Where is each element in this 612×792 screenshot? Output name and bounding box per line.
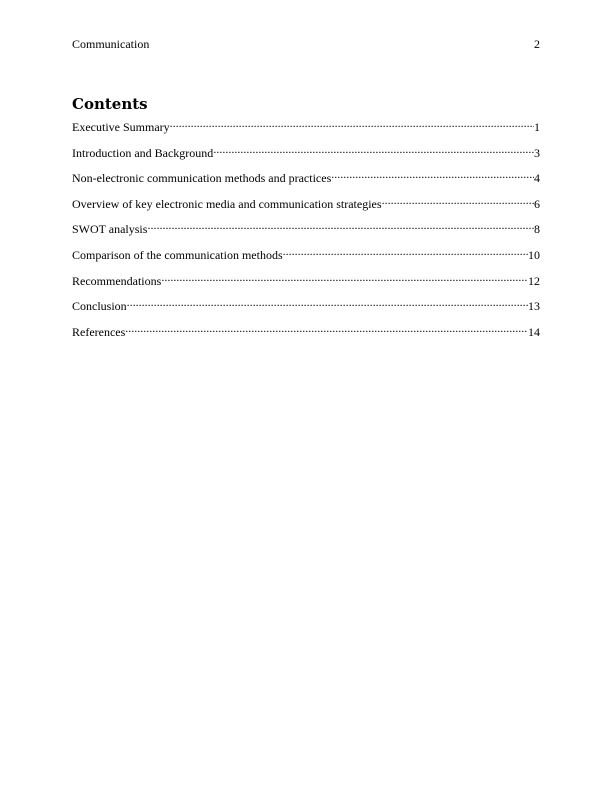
page-number: 2 — [534, 37, 540, 51]
dot-leader — [283, 243, 528, 259]
toc-entry-page: 8 — [534, 222, 540, 237]
toc-entry-page: 6 — [534, 196, 540, 211]
toc-entry-page: 12 — [528, 273, 540, 288]
toc-entry-title: Overview of key electronic media and communication strategies — [72, 196, 382, 211]
toc-entry-title: Executive Summary — [72, 120, 170, 134]
toc-entry-page: 1 — [534, 120, 540, 134]
toc-entry-title: Recommendations — [72, 273, 162, 288]
toc-entry-title: Introduction and Background — [72, 145, 214, 160]
page-header — [72, 36, 540, 52]
dot-leader — [170, 115, 534, 131]
toc-entry-conclusion[interactable] — [72, 294, 540, 314]
toc-entry-page: 3 — [534, 145, 540, 160]
dot-leader — [161, 269, 528, 285]
toc-entry-title: SWOT analysis — [72, 222, 148, 237]
toc-entry-recommendations[interactable] — [72, 269, 540, 288]
dot-leader — [125, 320, 528, 336]
toc-entry-executive-summary[interactable] — [72, 115, 540, 134]
toc-entry-references[interactable] — [72, 320, 540, 339]
toc-entry-title: Non-electronic communication methods and practices — [72, 171, 332, 186]
toc-entry-page: 10 — [528, 247, 540, 262]
dot-leader — [382, 192, 534, 208]
dot-leader — [127, 294, 528, 310]
toc-entry-page: 13 — [528, 299, 540, 314]
toc-entry-introduction[interactable] — [72, 141, 540, 160]
toc-entry-non-electronic-methods[interactable] — [72, 166, 540, 186]
dot-leader — [213, 141, 534, 157]
toc-entry-swot-analysis[interactable] — [72, 217, 540, 237]
toc-entry-title: Conclusion — [72, 299, 127, 314]
toc-entry-page: 14 — [528, 324, 540, 339]
toc-entry-electronic-media[interactable] — [72, 192, 540, 211]
running-head-title: Communication — [72, 37, 150, 51]
toc-entry-page: 4 — [534, 171, 540, 186]
toc-entry-title: Comparison of the communication methods — [72, 247, 283, 262]
toc-heading: Contents — [72, 95, 148, 113]
table-of-contents — [72, 115, 540, 345]
dot-leader — [147, 217, 534, 233]
dot-leader — [331, 166, 534, 182]
toc-entry-comparison[interactable] — [72, 243, 540, 262]
toc-entry-title: References — [72, 324, 126, 339]
